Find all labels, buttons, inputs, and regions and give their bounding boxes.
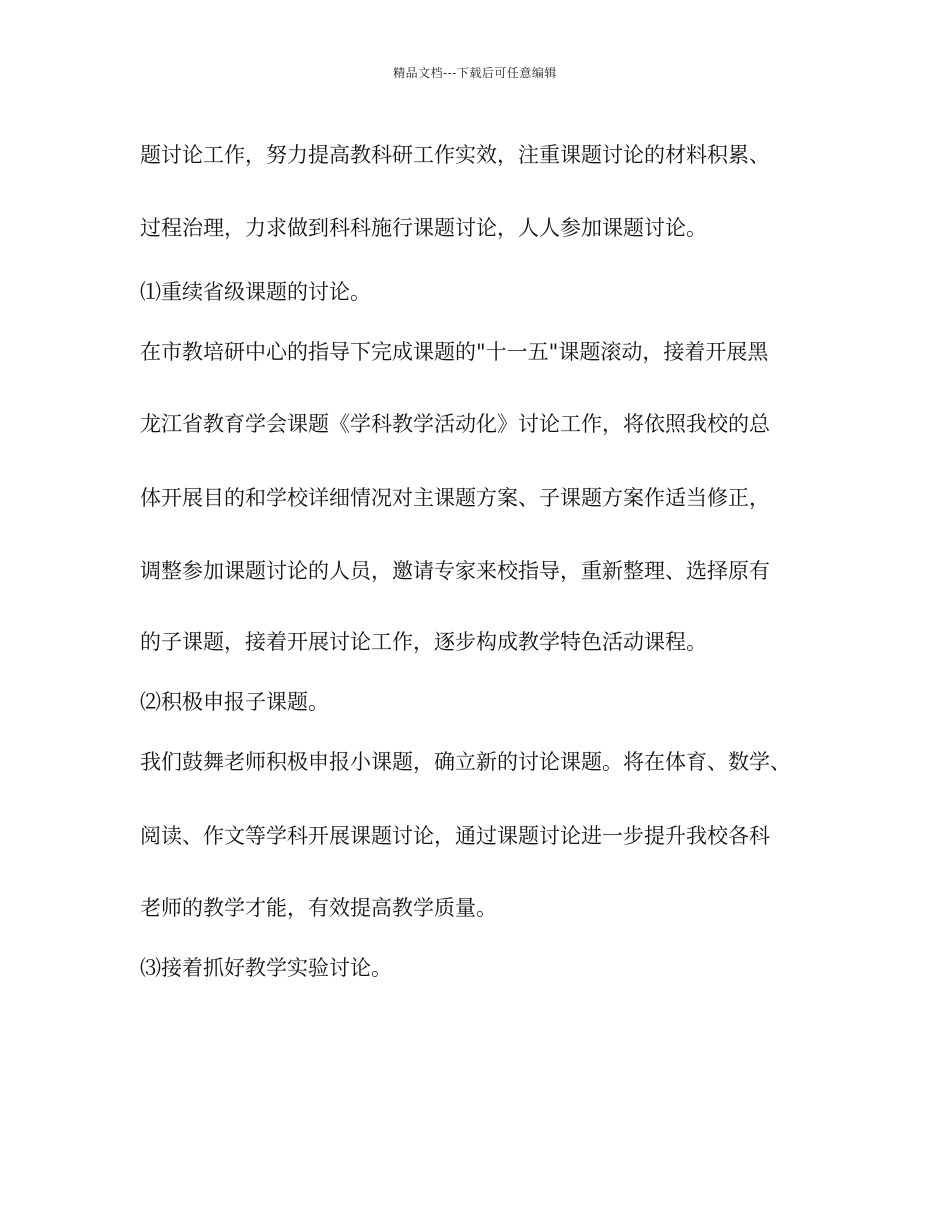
section-heading: ⑵积极申报子课题。 bbox=[140, 690, 329, 714]
body-line: 阅读、作文等学科开展课题讨论，通过课题讨论进一步提升我校各科 bbox=[140, 824, 770, 848]
body-line: 老师的教学才能，有效提高教学质量。 bbox=[140, 896, 497, 920]
section-heading: ⑴重续省级课题的讨论。 bbox=[140, 280, 371, 304]
body-line: 过程治理，力求做到科科施行课题讨论，人人参加课题讨论。 bbox=[140, 216, 707, 240]
body-line: 在市教培研中心的指导下完成课题的"十一五"课题滚动，接着开展黑 bbox=[140, 340, 769, 364]
body-line: 我们鼓舞老师积极申报小课题，确立新的讨论课题。将在体育、数学、 bbox=[140, 750, 791, 774]
body-line: 龙江省教育学会课题《学科教学活动化》讨论工作，将依照我校的总 bbox=[140, 412, 770, 436]
body-line: 调整参加课题讨论的人员，邀请专家来校指导，重新整理、选择原有 bbox=[140, 559, 770, 583]
body-line: 题讨论工作，努力提高教科研工作实效，注重课题讨论的材料积累、 bbox=[140, 143, 770, 167]
body-line: 体开展目的和学校详细情况对主课题方案、子课题方案作适当修正， bbox=[140, 486, 770, 510]
section-heading: ⑶接着抓好教学实验讨论。 bbox=[140, 956, 392, 980]
body-line: 的子课题，接着开展讨论工作，逐步构成教学特色活动课程。 bbox=[140, 630, 707, 654]
page-header: 精品文档---下载后可任意编辑 bbox=[393, 66, 557, 80]
